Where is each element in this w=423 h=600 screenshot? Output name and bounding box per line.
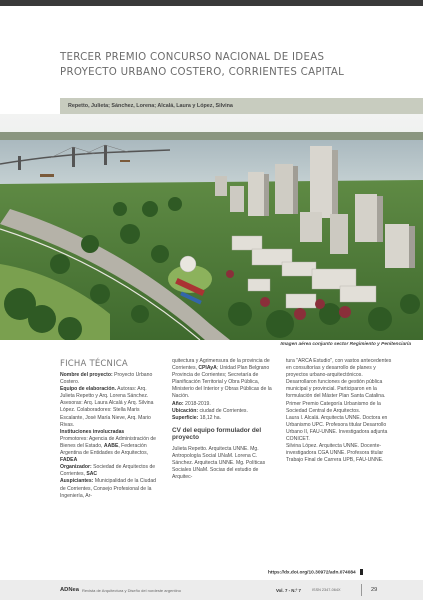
promotores-text-2: , Federación Argentina de Entidades de Arquitectos, xyxy=(60,442,149,457)
volume-number: Vol. 7 - N.º 7 xyxy=(276,588,301,593)
proyecto-text: Proyecto Urbano Costero. xyxy=(60,372,153,386)
anio-label: Año: xyxy=(172,400,184,407)
footer xyxy=(0,580,423,600)
footer-divider xyxy=(361,584,362,596)
organizador-label: Organizador: xyxy=(60,464,92,471)
column-2 xyxy=(172,358,272,482)
doi-link[interactable] xyxy=(268,569,363,575)
aerial-render-illustration xyxy=(0,114,423,340)
auspiciantes-paragraph xyxy=(60,478,160,499)
organizador-paragraph xyxy=(60,464,160,478)
superficie-text: 18,12 ha. xyxy=(198,414,221,421)
figure-caption: Imagen aérea conjunto sector Regimiento y Penitenciaría xyxy=(280,342,411,347)
authors-bar: Repetto, Julieta; Sánchez, Lorena; Alcalá, Laura y López, Silvina xyxy=(60,98,423,114)
ubicacion-text: ciudad de Corrientes. xyxy=(198,407,248,414)
auspiciantes-continued xyxy=(172,358,272,401)
sac-acronym: SAC xyxy=(86,471,98,478)
superficie-label: Superficie: xyxy=(172,414,199,421)
column-3 xyxy=(286,358,392,464)
superficie-paragraph xyxy=(172,415,272,422)
promotores-paragraph xyxy=(60,436,160,464)
doi-text[interactable]: https://dx.doi.org/10.30972/adn.074084 xyxy=(268,570,356,576)
title-line-1: TERCER PREMIO CONCURSO NACIONAL DE IDEAS xyxy=(60,52,325,63)
equipo-label: Equipo de elaboración. xyxy=(60,386,117,393)
top-border xyxy=(0,0,423,6)
ficha-tecnica-heading: FICHA TÉCNICA xyxy=(60,359,128,369)
aabe-acronym: AABE xyxy=(103,442,119,449)
auspiciantes-text: Municipalidad de la Ciudad de Corrientes, Consejo Profesional de la Ingeniería, Ar- xyxy=(60,478,156,499)
issn: ISSN 2347-064X xyxy=(312,588,341,592)
proyecto-label: Nombre del proyecto: xyxy=(60,372,113,378)
instituciones-label: Instituciones involucradas xyxy=(60,428,125,435)
aerial-render-image xyxy=(0,114,423,340)
organizador-text: Sociedad de Arquitectos de Corrientes, xyxy=(60,464,156,478)
cv-paragraph: Julieta Repetto. Arquitecta UNNE. Mg. Antropología Social UNaM. Lorena C. Sánchez. Arquitecta UNNE. Mg. Políticas Sociales UNaM. Socias del estudio de Arquitec- xyxy=(172,446,266,481)
equipo-paragraph xyxy=(60,386,160,429)
column-1 xyxy=(60,358,160,500)
alcala-paragraph: Laura I. Alcalá. Arquitecta UNNE. Doctora en Urbanismo UPC. Profesora titular Desarrollo Urbano II, FAU-UNNE. Investigadora adjunta CONICET. xyxy=(286,414,388,443)
proyecto-paragraph xyxy=(60,372,160,386)
page-number: 29 xyxy=(371,587,378,593)
ubicacion-paragraph xyxy=(172,408,272,415)
journal-brand: ADNea xyxy=(60,587,80,593)
cv-heading: CV del equipo formulador del proyecto xyxy=(172,426,262,442)
ubicacion-label: Ubicación: xyxy=(172,407,199,414)
anio-paragraph xyxy=(172,401,272,408)
journal-description: Revista de Arquitectura y Diseño del nordeste argentino xyxy=(82,588,181,593)
title-line-2: PROYECTO URBANO COSTERO, CORRIENTES CAPITAL xyxy=(60,67,345,78)
col2-text-2: ; Unidad Plan Belgrano Provincia de Corrientes; Secretaría de Planificación Territorial y Obra Pública, Ministerio del Interior y Obras Públicas de la Nación. xyxy=(172,365,272,400)
fadea-acronym: FADEA xyxy=(60,457,78,464)
promotores-text: Promotores: Agencia de Administración de Bienes del Estado, xyxy=(60,435,156,449)
article-title xyxy=(60,50,420,80)
equipo-text: Autoras: Arq. Julieta Repetto y Arq. Lorena Sánchez. Asesoras: Arq. Laura Alcalá y Arq. Silvina López. Colaboradores: Stella Maris Escalante, José María Nieve, Arq. Mario Rivas. xyxy=(60,386,154,428)
cpiaya-acronym: CPIAyA xyxy=(198,365,217,372)
lopez-paragraph: Silvina López. Arquitecta UNNE. Docente-investigadora CGA UNNE. Profesora titular Trabajo Final de Carrera UPB, FAU-UNNE. xyxy=(286,443,384,464)
cv-continued-paragraph: tura "ARCA Estudio", con vastos antecedentes en consultorías y desarrollo de planes y proyectos urbano-arquitectónicos. Desarrollaron funciones de gestión pública municipal y provincial. Participaron en la formulación del Máster Plan Santa Catalina. Primer Premio Categoría Urbanismo de la Sociedad Central de Arquitectos. xyxy=(286,358,392,414)
doi-marker-icon xyxy=(360,569,363,575)
anio-text: 2018-2019. xyxy=(183,400,211,407)
auspiciantes-label: Auspiciantes: xyxy=(60,478,94,485)
col2-text-1: quitectura y Agrimensura de la provincia de Corrientes, xyxy=(172,358,270,372)
